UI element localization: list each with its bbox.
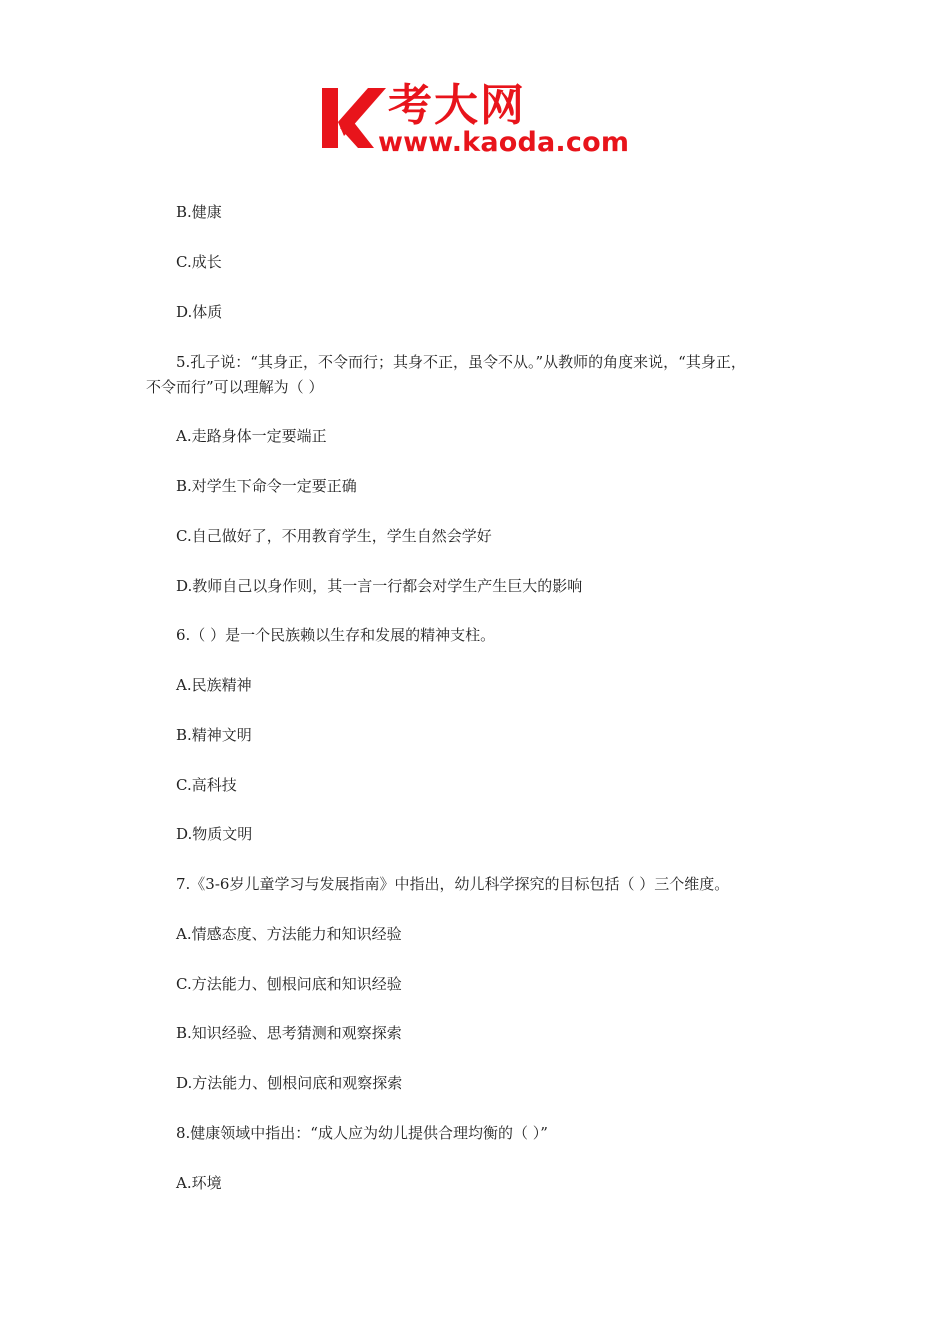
option-line: D.体质: [176, 303, 223, 321]
option-line: D.方法能力、刨根问底和观察探索: [176, 1074, 403, 1092]
option-line: A.民族精神: [176, 676, 252, 694]
option-line: C.成长: [176, 253, 222, 271]
option-line: C.自己做好了，不用教育学生，学生自然会学好: [176, 527, 492, 545]
question-line: 6.（ ）是一个民族赖以生存和发展的精神支柱。: [176, 626, 496, 644]
logo-url-text: www.kaoda.com: [378, 127, 630, 158]
option-line: B.精神文明: [176, 726, 252, 744]
option-line: D.物质文明: [176, 825, 253, 843]
logo-brand-text: 考大网: [388, 80, 526, 131]
option-line: B.知识经验、思考猜测和观察探索: [176, 1024, 402, 1042]
option-line: B.健康: [176, 203, 222, 221]
option-line: D.教师自己以身作则，其一言一行都会对学生产生巨大的影响: [176, 577, 583, 595]
option-line: B.对学生下命令一定要正确: [176, 477, 357, 495]
question-line: 8.健康领域中指出：“成人应为幼儿提供合理均衡的（ ）”: [176, 1124, 548, 1142]
question-line: 7.《3-6岁儿童学习与发展指南》中指出，幼儿科学探究的目标包括（ ）三个维度。: [176, 875, 730, 893]
option-line: C.高科技: [176, 776, 237, 794]
option-line: A.环境: [176, 1174, 222, 1192]
option-line: C.方法能力、刨根问底和知识经验: [176, 975, 402, 993]
question-line-continued: 不令而行”可以理解为（ ）: [146, 378, 324, 396]
option-line: A.情感态度、方法能力和知识经验: [176, 925, 402, 943]
option-line: A.走路身体一定要端正: [176, 427, 327, 445]
question-line: 5.孔子说：“其身正，不令而行；其身不正，虽令不从。”从教师的角度来说，“其身正，: [176, 353, 746, 371]
site-logo: [318, 82, 638, 160]
